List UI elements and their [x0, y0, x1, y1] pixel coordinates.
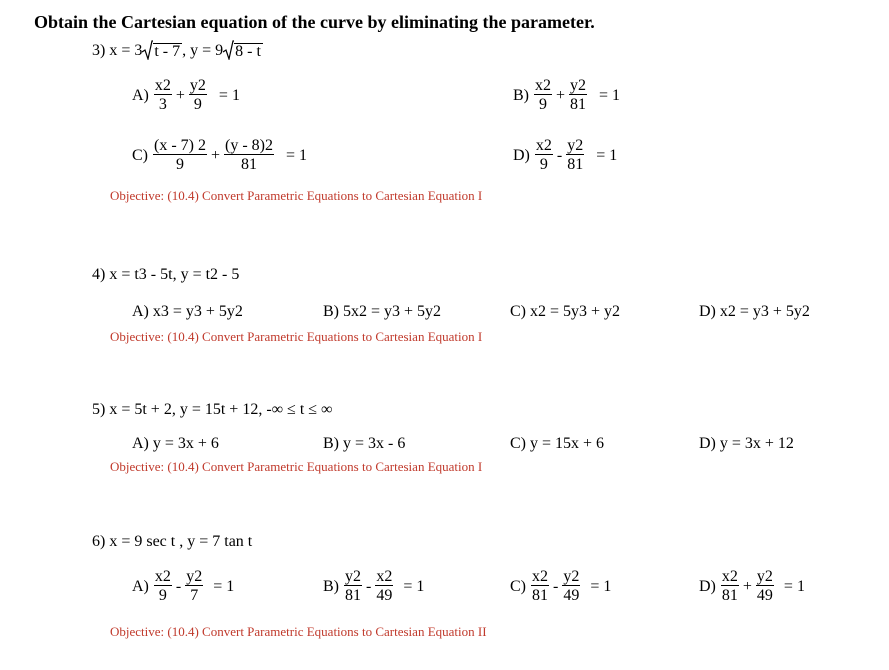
q6-option-a[interactable]: A) $\frac{x2}{9}$ - $\frac{y2}{7}$ = 1 [132, 568, 235, 604]
q4-option-d[interactable]: D) x2 = y3 + 5y2 [699, 303, 810, 320]
fraction: $\frac{y2}{81}$ [567, 137, 584, 173]
question-number: 3) [92, 42, 106, 59]
fraction: $\frac{x2}{81}$ [721, 568, 738, 604]
question-5 [92, 401, 332, 419]
y-equation-start: , y = 9 [182, 42, 224, 59]
fraction: $\frac{y2}{49}$ [563, 568, 580, 604]
radicand: 8 - t [235, 43, 261, 60]
instructions-heading: Obtain the Cartesian equation of the curve by eliminating the parameter. [34, 12, 595, 32]
radicand: t - 7 [154, 43, 181, 60]
question-6 [92, 533, 252, 551]
fraction: $\frac{(y - 8)2}{81}$ [225, 137, 273, 173]
q4-option-c[interactable]: C) x2 = 5y3 + y2 [510, 303, 621, 320]
question-3 [92, 40, 263, 60]
x-equation-start: x = 3 [109, 42, 143, 59]
question-text: x = 5t + 2, y = 15t + 12, -∞ ≤ t ≤ ∞ [109, 401, 333, 418]
question-4 [92, 266, 239, 284]
q3-objective: Objective: (10.4) Convert Parametric Equations to Cartesian Equation I [110, 188, 483, 203]
fraction: $\frac{x2}{3}$ [154, 77, 171, 113]
q5-option-b[interactable]: B) y = 3x - 6 [323, 435, 406, 452]
question-text: x = 9 sec t , y = 7 tan t [109, 533, 253, 550]
fraction: $\frac{y2}{81}$ [345, 568, 361, 604]
q6-option-d[interactable]: D) $\frac{x2}{81}$ + $\frac{y2}{49}$ = 1 [699, 568, 805, 604]
fraction: $\frac{(x - 7) 2}{9}$ [154, 137, 206, 173]
sqrt-radical [223, 40, 263, 60]
sqrt-radical [142, 40, 182, 60]
fraction: $\frac{x2}{49}$ [376, 568, 393, 604]
fraction: $\frac{x2}{81}$ [532, 568, 548, 604]
fraction: $\frac{y2}{49}$ [756, 568, 773, 604]
q3-option-c[interactable]: C) $\frac{(x - 7) 2}{9}$ + $\frac{(y - 8)2}{81}$ = 1 [132, 137, 308, 173]
q4-option-a[interactable]: A) x3 = y3 + 5y2 [132, 303, 243, 320]
q4-objective: Objective: (10.4) Convert Parametric Equations to Cartesian Equation I [110, 329, 483, 344]
q4-option-b[interactable]: B) 5x2 = y3 + 5y2 [323, 303, 442, 320]
q5-option-a[interactable]: A) y = 3x + 6 [132, 435, 219, 452]
question-number: 4) [92, 266, 106, 283]
fraction: $\frac{y2}{9}$ [189, 77, 206, 113]
question-number: 5) [92, 401, 106, 418]
q6-objective: Objective: (10.4) Convert Parametric Equations to Cartesian Equation II [110, 624, 487, 639]
q6-option-c[interactable]: C) $\frac{x2}{81}$ - $\frac{y2}{49}$ = 1 [510, 568, 612, 604]
fraction: $\frac{x2}{9}$ [535, 137, 552, 173]
question-text: x = t3 - 5t, y = t2 - 5 [109, 266, 240, 283]
q6-option-b[interactable]: B) $\frac{y2}{81}$ - $\frac{x2}{49}$ = 1 [323, 568, 425, 604]
fraction: $\frac{x2}{9}$ [535, 77, 551, 113]
fraction: $\frac{y2}{81}$ [570, 77, 587, 113]
q3-option-a[interactable]: A) $\frac{x2}{3}$ + $\frac{y2}{9}$ = 1 [132, 77, 240, 113]
q3-option-b[interactable]: B) $\frac{x2}{9}$ + $\frac{y2}{81}$ = 1 [513, 77, 621, 113]
fraction: $\frac{y2}{7}$ [186, 568, 203, 604]
q5-option-d[interactable]: D) y = 3x + 12 [699, 435, 794, 452]
q3-option-d[interactable]: D) $\frac{x2}{9}$ - $\frac{y2}{81}$ = 1 [513, 137, 618, 173]
question-number: 6) [92, 533, 106, 550]
fraction: $\frac{x2}{9}$ [154, 568, 171, 604]
q5-option-c[interactable]: C) y = 15x + 6 [510, 435, 605, 452]
q5-objective: Objective: (10.4) Convert Parametric Equations to Cartesian Equation I [110, 459, 483, 474]
